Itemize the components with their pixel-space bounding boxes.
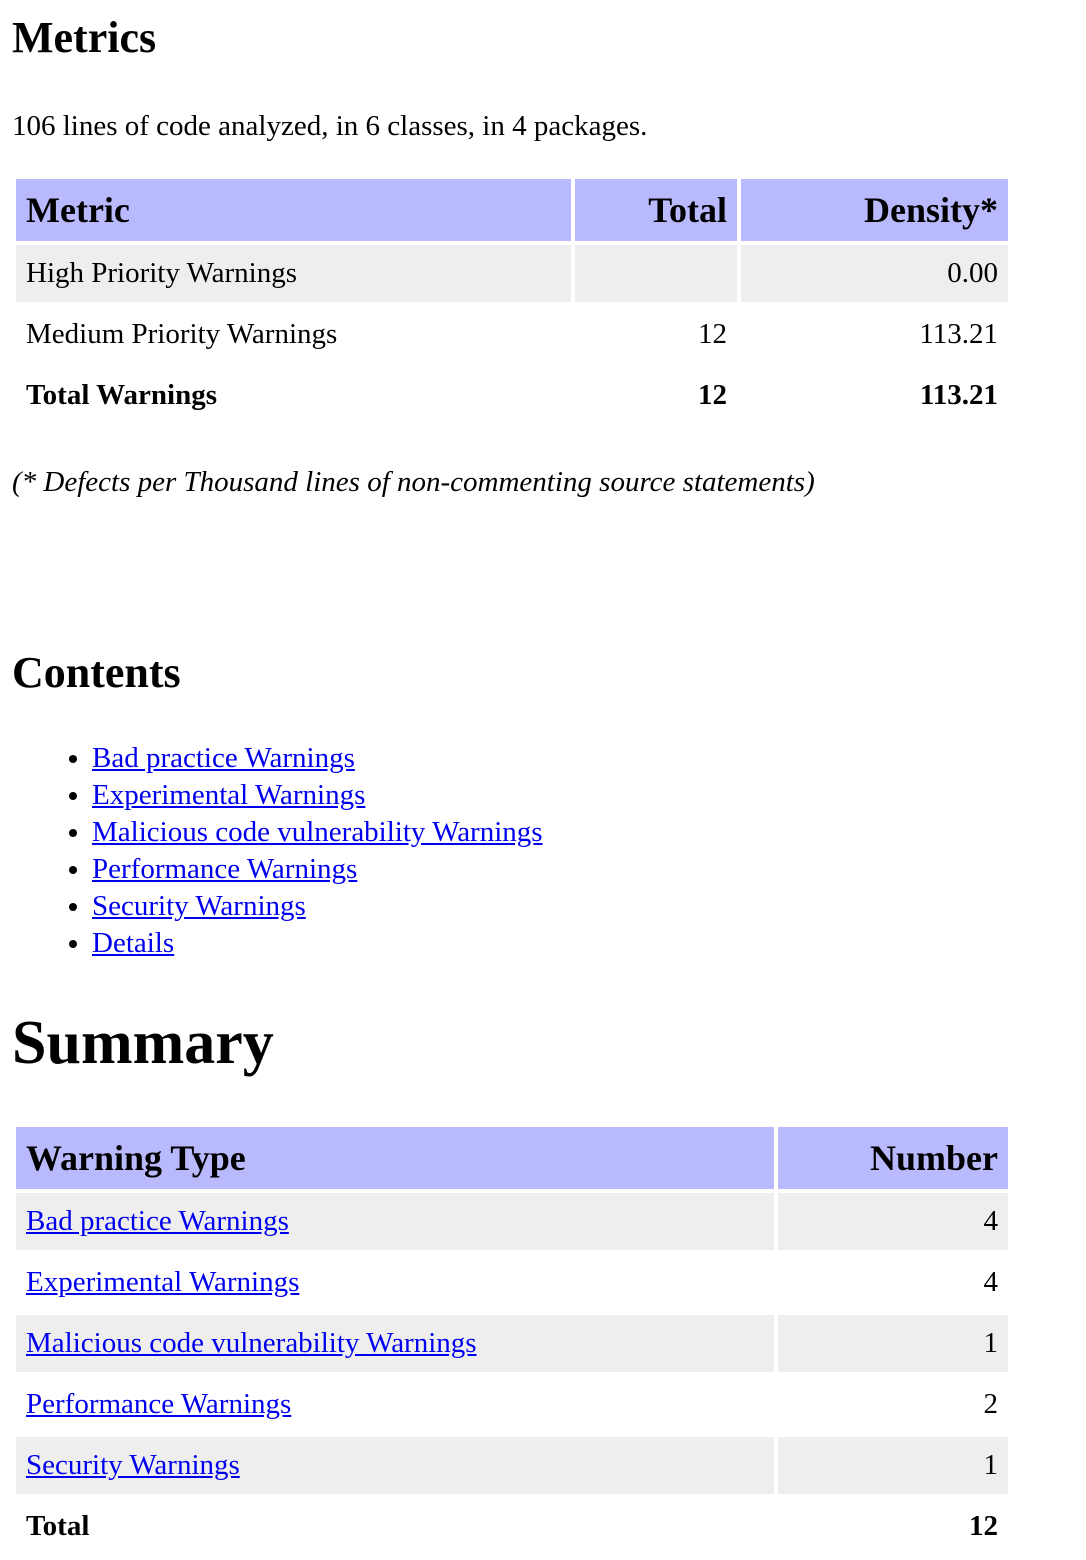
metric-name: Medium Priority Warnings bbox=[16, 306, 571, 363]
table-row bbox=[16, 245, 1008, 302]
number-column-header: Number bbox=[778, 1127, 1008, 1189]
list-item bbox=[92, 888, 543, 925]
warning-type-cell bbox=[16, 1437, 774, 1494]
total-warnings-label: Total Warnings bbox=[16, 367, 571, 424]
metric-total: 12 bbox=[575, 306, 737, 363]
warning-count: 1 bbox=[778, 1315, 1008, 1372]
summary-total-row bbox=[16, 1498, 1008, 1555]
warning-type-link[interactable]: Security Warnings bbox=[26, 1449, 240, 1481]
warning-count: 1 bbox=[778, 1437, 1008, 1494]
warning-type-cell bbox=[16, 1376, 774, 1433]
summary-total-label: Total bbox=[16, 1498, 774, 1555]
warning-count: 4 bbox=[778, 1254, 1008, 1311]
warning-type-link[interactable]: Experimental Warnings bbox=[26, 1266, 300, 1298]
list-item bbox=[92, 925, 543, 962]
contents-heading: Contents bbox=[12, 648, 181, 697]
table-row bbox=[16, 306, 1008, 363]
contents-list bbox=[12, 740, 543, 962]
metrics-heading: Metrics bbox=[12, 13, 157, 62]
total-warnings-density: 113.21 bbox=[741, 367, 1008, 424]
metrics-total-row bbox=[16, 367, 1008, 424]
metric-density: 113.21 bbox=[741, 306, 1008, 363]
warning-type-cell bbox=[16, 1254, 774, 1311]
toc-link-performance[interactable]: Performance Warnings bbox=[92, 853, 358, 885]
table-row bbox=[16, 1437, 1008, 1494]
metric-name: High Priority Warnings bbox=[16, 245, 571, 302]
total-warnings-count: 12 bbox=[575, 367, 737, 424]
table-row bbox=[16, 1315, 1008, 1372]
table-row bbox=[16, 1193, 1008, 1250]
table-row bbox=[16, 1376, 1008, 1433]
list-item bbox=[92, 851, 543, 888]
total-column-header: Total bbox=[575, 179, 737, 241]
summary-total-count: 12 bbox=[778, 1498, 1008, 1555]
density-column-header: Density* bbox=[741, 179, 1008, 241]
warning-type-column-header: Warning Type bbox=[16, 1127, 774, 1189]
density-footnote: (* Defects per Thousand lines of non-commenting source statements) bbox=[12, 466, 815, 498]
toc-link-malicious-code[interactable]: Malicious code vulnerability Warnings bbox=[92, 816, 543, 848]
toc-link-experimental[interactable]: Experimental Warnings bbox=[92, 779, 366, 811]
metric-column-header: Metric bbox=[16, 179, 571, 241]
metric-density: 0.00 bbox=[741, 245, 1008, 302]
warning-type-link[interactable]: Malicious code vulnerability Warnings bbox=[26, 1327, 477, 1359]
metrics-table-header bbox=[16, 179, 1008, 241]
summary-table bbox=[12, 1123, 1012, 1559]
list-item bbox=[92, 740, 543, 777]
toc-link-security[interactable]: Security Warnings bbox=[92, 890, 306, 922]
warning-type-cell bbox=[16, 1315, 774, 1372]
warning-type-link[interactable]: Bad practice Warnings bbox=[26, 1205, 289, 1237]
toc-link-bad-practice[interactable]: Bad practice Warnings bbox=[92, 742, 355, 774]
warning-count: 4 bbox=[778, 1193, 1008, 1250]
summary-table-header bbox=[16, 1127, 1008, 1189]
metric-total bbox=[575, 245, 737, 302]
warning-count: 2 bbox=[778, 1376, 1008, 1433]
toc-link-details[interactable]: Details bbox=[92, 927, 175, 959]
list-item bbox=[92, 814, 543, 851]
list-item bbox=[92, 777, 543, 814]
table-row bbox=[16, 1254, 1008, 1311]
metrics-table bbox=[12, 175, 1012, 428]
summary-heading: Summary bbox=[12, 1009, 274, 1077]
warning-type-link[interactable]: Performance Warnings bbox=[26, 1388, 292, 1420]
warning-type-cell bbox=[16, 1193, 774, 1250]
lines-analyzed-summary: 106 lines of code analyzed, in 6 classes, in 4 packages. bbox=[12, 110, 648, 142]
